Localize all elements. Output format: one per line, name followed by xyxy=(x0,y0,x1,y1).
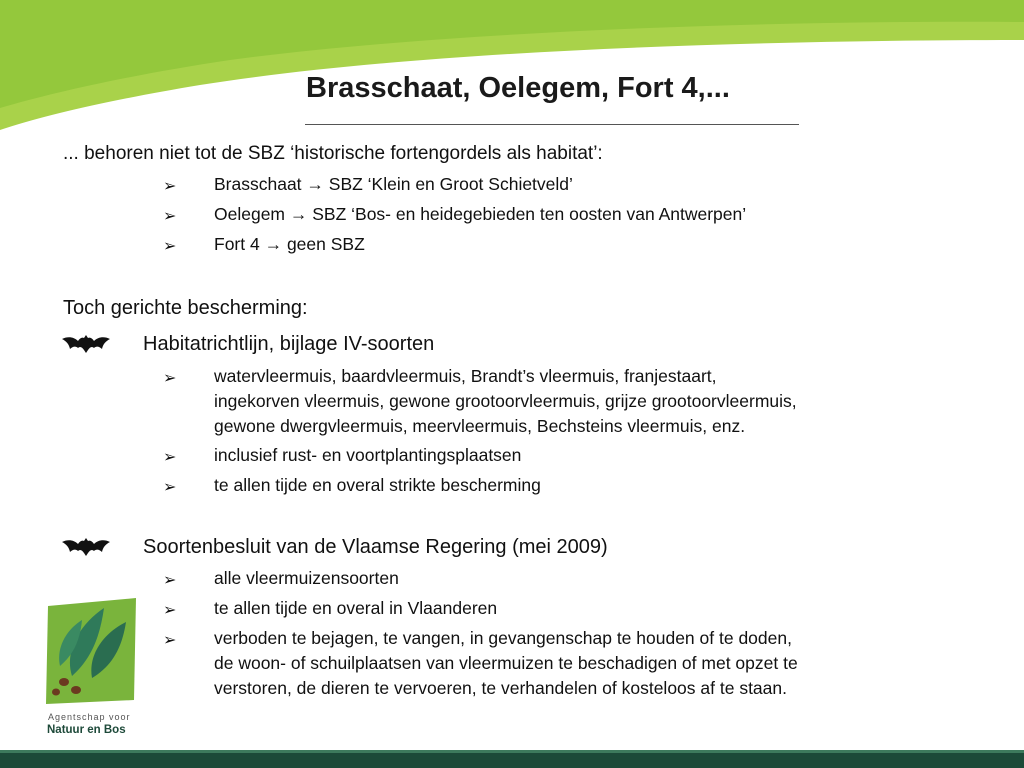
intro-item-1: Brasschaat → SBZ ‘Klein en Groot Schietveld’ xyxy=(214,174,573,194)
intro-item-3: Fort 4 → geen SBZ xyxy=(214,234,365,254)
logo-name: Natuur en Bos xyxy=(47,724,126,736)
logo-subtitle: Agentschap voor xyxy=(48,712,131,722)
bullet-icon: ➢ xyxy=(163,602,177,619)
natuur-en-bos-logo xyxy=(42,596,142,708)
section1-item-1-line3: gewone dwergvleermuis, meervleermuis, Bechsteins vleermuis, enz. xyxy=(214,416,746,436)
bat-icon xyxy=(62,333,110,355)
bat-icon xyxy=(62,536,110,558)
bullet-icon: ➢ xyxy=(163,449,177,466)
section2-heading: Soortenbesluit van de Vlaamse Regering (mei 2009) xyxy=(143,536,608,558)
bullet-icon: ➢ xyxy=(163,632,177,649)
section1-item-3: te allen tijde en overal strikte bescherming xyxy=(214,475,541,495)
section2-item-3-line2: de woon- of schuilplaatsen van vleermuizen te beschadigen of met opzet te xyxy=(214,653,798,673)
section1-heading: Habitatrichtlijn, bijlage IV-soorten xyxy=(143,333,435,355)
intro-text: ... behoren niet tot de SBZ ‘historische fortengordels als habitat’: xyxy=(63,143,603,164)
section1-item-1-line2: ingekorven vleermuis, gewone grootoorvleermuis, grijze grootoorvleermuis, xyxy=(214,391,797,411)
bullet-icon: ➢ xyxy=(163,370,177,387)
bottom-band xyxy=(0,753,1024,768)
title-underline xyxy=(305,124,799,125)
arrow-icon: → xyxy=(289,204,308,224)
top-swoosh-decoration xyxy=(0,0,1024,135)
protection-heading: Toch gerichte bescherming: xyxy=(63,297,308,319)
section2-item-3-line3: verstoren, de dieren te vervoeren, te verhandelen of kosteloos af te staan. xyxy=(214,678,787,698)
section2-item-2: te allen tijde en overal in Vlaanderen xyxy=(214,598,498,618)
slide-title: Brasschaat, Oelegem, Fort 4,... xyxy=(306,72,730,104)
section1-item-1-line1: watervleermuis, baardvleermuis, Brandt’s vleermuis, franjestaart, xyxy=(214,366,717,386)
intro-item-2: Oelegem → SBZ ‘Bos- en heidegebieden ten oosten van Antwerpen’ xyxy=(214,204,747,224)
section2-item-1: alle vleermuizensoorten xyxy=(214,568,399,588)
bullet-icon: ➢ xyxy=(163,479,177,496)
bullet-icon: ➢ xyxy=(163,238,177,255)
arrow-icon: → xyxy=(264,234,283,254)
bullet-icon: ➢ xyxy=(163,572,177,589)
bullet-icon: ➢ xyxy=(163,178,177,195)
section1-item-2: inclusief rust- en voortplantingsplaatsen xyxy=(214,445,522,465)
section2-item-3-line1: verboden te bejagen, te vangen, in gevangenschap te houden of te doden, xyxy=(214,628,792,648)
arrow-icon: → xyxy=(306,174,324,194)
bullet-icon: ➢ xyxy=(163,208,177,225)
